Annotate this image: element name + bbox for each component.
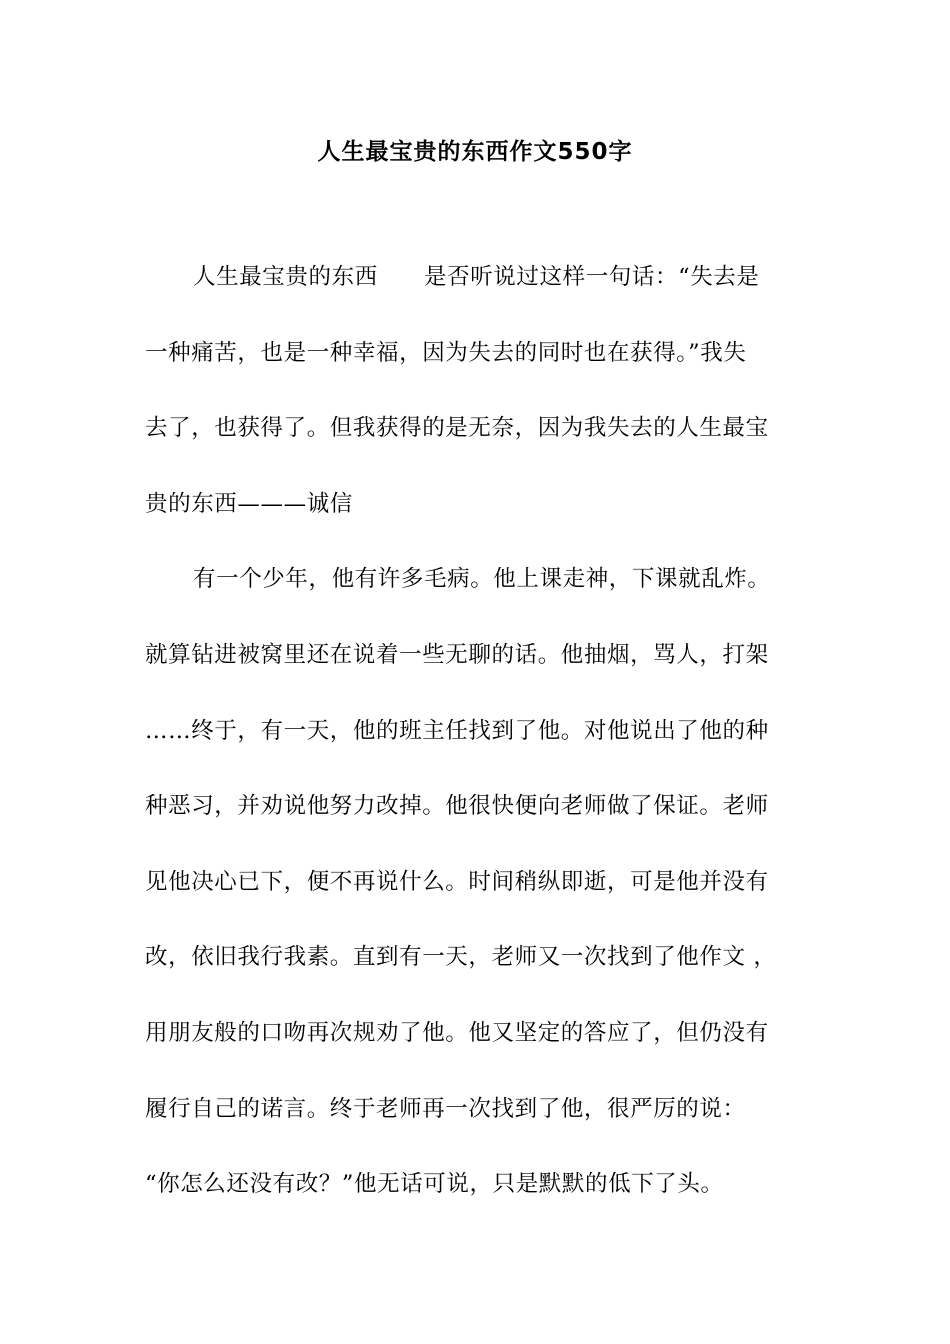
paragraph-line: 就算钻进被窝里还在说着一些无聊的话。他抽烟，骂人，打架: [145, 641, 769, 668]
paragraph-line: 一种痛苦，也是一种幸福，因为失去的同时也在获得。”我失: [145, 339, 747, 366]
paragraph-line: 见他决心已下，便不再说什么。时间稍纵即逝，可是他并没有: [145, 868, 769, 895]
paragraph-line: 履行自己的诺言。终于老师再一次找到了他，很严厉的说：: [145, 1095, 746, 1122]
paragraph-line: 改，依旧我行我素。直到有一天，老师又一次找到了他作文 ，: [145, 944, 777, 971]
paragraph-line: 人生最宝贵的东西 是否听说过这样一句话：“失去是: [193, 264, 760, 290]
paragraph-line: 贵的东西———诚信: [145, 490, 353, 517]
paragraph-line: 有一个少年，他有许多毛病。他上课走神，下课就乱炸。: [193, 566, 771, 593]
document-body: [145, 257, 811, 1240]
document-title: 人生最宝贵的东西作文550字: [317, 139, 633, 165]
paragraph-line: “你怎么还没有改？”他无话可说，只是默默的低下了头。: [145, 1171, 724, 1198]
paragraph-line: 种恶习，并劝说他努力改掉。他很快便向老师做了保证。老师: [145, 793, 769, 820]
paragraph-line: 去了，也获得了。但我获得的是无奈，因为我失去的人生最宝: [145, 415, 769, 442]
paragraph-line: ……终于，有一天，他的班主任找到了他。对他说出了他的种: [145, 717, 769, 744]
paragraph-line: 用朋友般的口吻再次规劝了他。他又坚定的答应了，但仍没有: [145, 1019, 769, 1046]
